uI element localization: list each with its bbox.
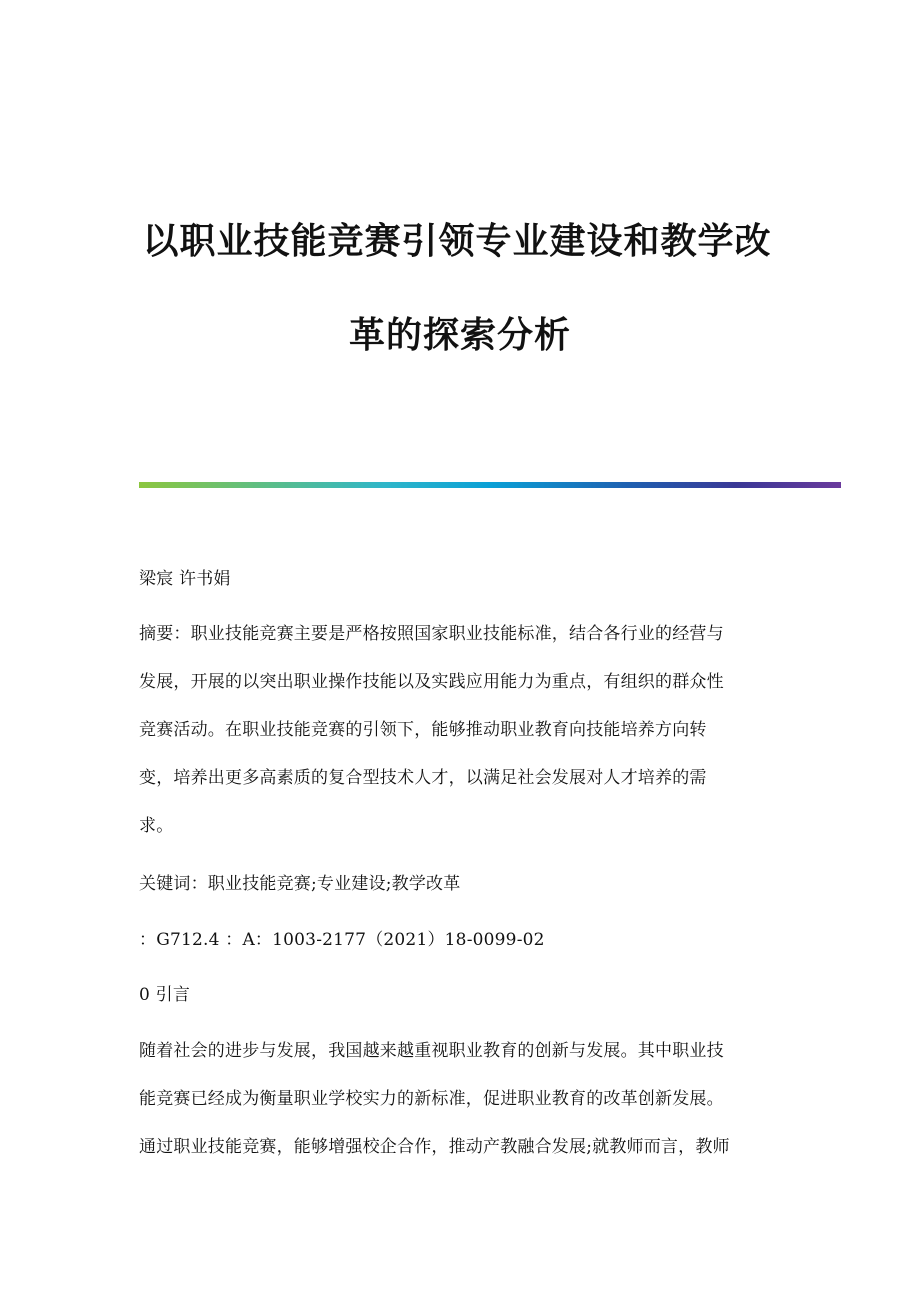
- abstract-line: 发展，开展的以突出职业操作技能以及实践应用能力为重点，有组织的群众性: [139, 672, 724, 692]
- intro-paragraph: [139, 1043, 779, 1187]
- abstract-line: 变，培养出更多高素质的复合型技术人才，以满足社会发展对人才培养的需: [139, 768, 707, 788]
- intro-line: 能竞赛已经成为衡量职业学校实力的新标准，促进职业教育的改革创新发展。: [139, 1089, 724, 1109]
- classification-info: ：G712.4 ：A：1003-2177（2021）18-0099-02: [139, 930, 545, 950]
- section-heading: 0 引言: [139, 985, 191, 1005]
- gradient-divider: [139, 482, 841, 488]
- abstract: [139, 626, 779, 866]
- intro-line: 随着社会的进步与发展，我国越来越重视职业教育的创新与发展。其中职业技: [139, 1041, 724, 1061]
- document-title-line-1: 以职业技能竞赛引领专业建设和教学改: [142, 221, 772, 262]
- abstract-line: 求。: [139, 816, 174, 836]
- intro-line: 通过职业技能竞赛，能够增强校企合作，推动产教融合发展;就教师而言，教师: [139, 1137, 730, 1157]
- abstract-line: 竞赛活动。在职业技能竞赛的引领下，能够推动职业教育向技能培养方向转: [139, 720, 707, 740]
- authors: 梁宸 许书娟: [139, 569, 231, 589]
- abstract-line: 摘要：职业技能竞赛主要是严格按照国家职业技能标准，结合各行业的经营与: [139, 624, 724, 644]
- keywords: 关键词：职业技能竞赛;专业建设;教学改革: [139, 874, 461, 894]
- document-title-line-2: 革的探索分析: [348, 315, 571, 356]
